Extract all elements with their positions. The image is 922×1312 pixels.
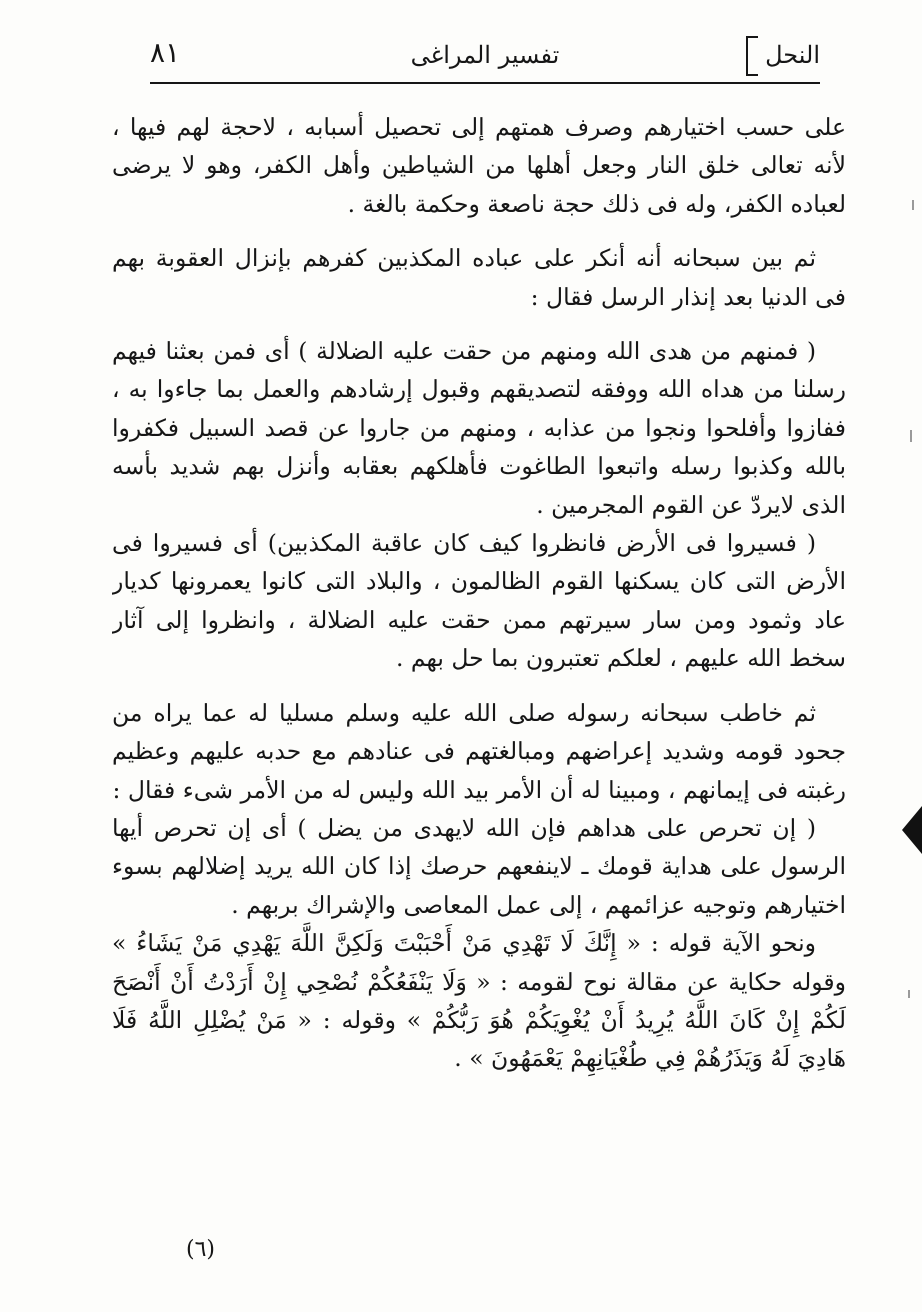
page-number: ٨١ xyxy=(150,36,181,69)
running-header xyxy=(150,36,820,80)
paragraph-6: ( إن تحرص على هداهم فإن الله لايهدى من يضل ) أى إن تحرص أيها الرسول على هداية قومك ـ لاينفعهم حرصك إذا كان الله يريد إضلالهم بسوء اختيارهم وتوجيه عزائمهم ، إلى عمل المعاصى والإشراك بربهم . xyxy=(112,813,846,919)
page-edge-mark xyxy=(902,806,922,854)
header-surah-name: النحل xyxy=(765,41,820,69)
edge-speck xyxy=(908,990,910,998)
edge-speck xyxy=(910,430,912,442)
paragraph-3: ( فمنهم من هدى الله ومنهم من حقت عليه الضلالة ) أى فمن بعثنا فيهم رسلنا من هداه الله ووفقه لتصديقهم وقبول إرشادهم والعمل بما جاءوا به ، ففازوا وأفلحوا ونجوا من عذابه ، ومنهم من جاروا عن قصد السبيل فكفروا بالله وكذبوا رسله واتبعوا الطاغوت فأهلكهم بعقابه وأنزل بهم شديد بأسه الذى لايردّ عن القوم المجرمين . xyxy=(112,337,846,519)
paragraph-5: ثم خاطب سبحانه رسوله صلى الله عليه وسلم مسليا له عما يراه من جحود قومه وشديد إعراضهم ومبالغتهم فى عنادهم مع حدبه عليهم وعظيم رغبته فى إيمانهم ، ومبينا له أن الأمر بيد الله وليس له من الأمر شىء فقال : xyxy=(112,698,846,804)
header-rule xyxy=(150,82,820,84)
paragraph-2: ثم بين سبحانه أنه أنكر على عباده المكذبين كفرهم بإنزال العقوبة بهم فى الدنيا بعد إنذار الرسل فقال : xyxy=(112,244,846,311)
signature-mark: (٦) xyxy=(186,1237,216,1262)
paragraph-1: على حسب اختيارهم وصرف همتهم إلى تحصيل أسبابه ، لاحجة لهم فيها ، لأنه تعالى خلق النار وجعل أهلها من الشياطين وأهل الكفر، وهو لا يرضى لعباده الكفر، وله فى ذلك حجة ناصعة وحكمة بالغة . xyxy=(112,113,846,218)
tafsir-body xyxy=(112,108,846,1258)
header-book-title: تفسير المراغى xyxy=(410,41,560,69)
edge-speck xyxy=(912,200,914,210)
paragraph-7: ونحو الآية قوله : « إِنَّكَ لَا تَهْدِي مَنْ أَحْبَبْتَ وَلَكِنَّ اللَّهَ يَهْدِي مَنْ يَشَاءُ » وقوله حكاية عن مقالة نوح لقومه : « وَلَا يَنْفَعُكُمْ نُصْحِي إِنْ أَرَدْتُ أَنْ أَنْصَحَ لَكُمْ إِنْ كَانَ اللَّهُ يُرِيدُ أَنْ يُغْوِيَكُمْ هُوَ رَبُّكُمْ » وقوله : « مَنْ يُضْلِلِ اللَّهُ فَلَا هَادِيَ لَهُ وَيَذَرُهُمْ فِي طُغْيَانِهِمْ يَعْمَهُونَ » . xyxy=(112,929,846,1073)
paragraph-4: ( فسيروا فى الأرض فانظروا كيف كان عاقبة المكذبين) أى فسيروا فى الأرض التى كان يسكنها القوم الظالمون ، والبلاد التى كانوا يعمرونها كديار عاد وثمود ومن سار سيرتهم ممن حقت عليه الضلالة ، وانظروا إلى آثار سخط الله عليهم ، لعلكم تعتبرون بما حل بهم . xyxy=(112,529,846,673)
